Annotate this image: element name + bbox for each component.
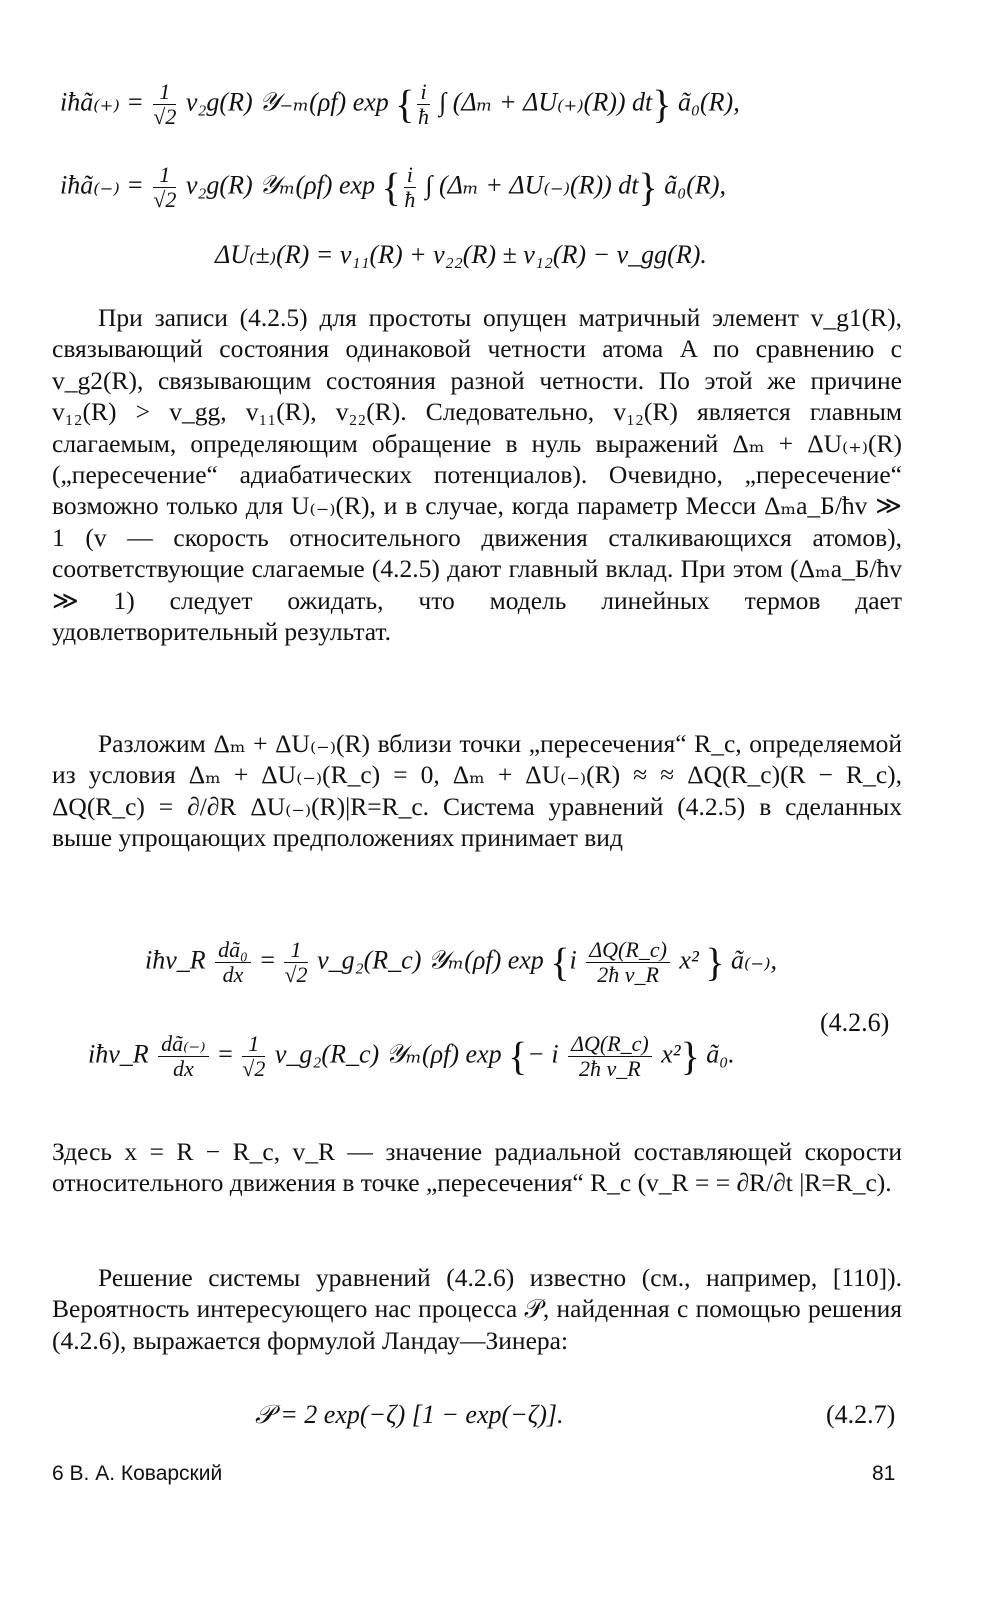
fraction: $\frac{i}{ħ}$: [404, 162, 416, 212]
paragraph-2: Разложим Δₘ + ΔU₍₋₎(R) вблизи точки „пересечения“ R_c, определяемой из условия Δₘ + ΔU₍₋₎(R_c) = 0, Δₘ + ΔU₍₋₎(R) ≈ ≈ ΔQ(R_c)(R − R_c), ΔQ(R_c) = ∂/∂R ΔU₍₋₎(R)|R=R_c. Система уравнений (4.2.5) в сделанных выше упрощающих предположениях принимает вид: [52, 729, 902, 853]
equation-a-plus: iħã₍₊₎ = $\frac{1}{√2}$ v₂g(R) 𝒴₋ₘ(ρf) exp { $\frac{i}{ħ}$ ∫ (Δₘ + ΔU₍₊₎(R)) dt} ã₀(R),: [60, 79, 740, 129]
page-number: 81: [872, 1462, 896, 1485]
fraction: $\frac{1}{√2}$: [153, 79, 177, 129]
fraction: $\frac{i}{ħ}$: [418, 79, 430, 129]
fraction: $\frac{\Delta Q(R\_c)}{\text{2ħ v\_R}}$: [586, 938, 670, 987]
derivative-fraction: $\frac{\text{dã₀}}{dx}$: [215, 938, 251, 987]
equation-number-4-2-6: (4.2.6): [820, 1008, 890, 1037]
footer-signature: 6 В. А. Коварский: [52, 1462, 223, 1485]
paragraph-3: Здесь x = R − R_c, v_R — значение радиальной составляющей скорости относительного движения в точке „пересечения“ R_c (v_R = = ∂R/∂t |R=R_c).: [52, 1137, 902, 1198]
fraction: $\frac{1}{√2}$: [242, 1031, 266, 1081]
derivative-fraction: $\frac{dã_{(-)}}{dx}$: [158, 1032, 208, 1081]
fraction: $\frac{1}{√2}$: [284, 937, 308, 987]
fraction: $\frac{1}{√2}$: [153, 162, 177, 212]
equation-delta-u: ΔU₍±₎(R) = v₁₁(R) + v₂₂(R) ± v₁₂(R) − v_gg(R).: [215, 240, 707, 269]
paragraph-1: При записи (4.2.5) для простоты опущен матричный элемент v_g1(R), связывающий состояния одинаковой четности атома A по сравнению с v_g2(R), связывающим состояния разной четности. По этой же причине v₁₂(R) > v_gg, v₁₁(R), v₂₂(R). Следовательно, v₁₂(R) является главным слагаемым, определяющим обращение в нуль выражений Δₘ + ΔU₍₊₎(R) („пересечение“ адиабатических потенциалов). Очевидно, „пересечение“ возможно только для U₍₋₎(R), и в случае, когда параметр Месси Δₘa_Б/ħv ≫ 1 (v — скорость относительного движения сталкивающихся атомов), соответствующие слагаемые (4.2.5) дают главный вклад. При этом (Δₘa_Б/ħv ≫ 1) следует ожидать, что модель линейных термов дает удовлетворительный результат.: [52, 303, 902, 647]
equation-4-2-6-second: iħv_R $\frac{dã_{(-)}}{dx}$ = $\frac{1}{√2}$ v_g₂(R_c) 𝒴ₘ(ρf) exp {− i $\frac{\Delta Q(R\_c)}{\text{2ħ v\_R}}$ x²} ã₀.: [88, 1031, 735, 1081]
paragraph-4: Решение системы уравнений (4.2.6) известно (см., например, [110]). Вероятность интересующего нас процесса 𝒫, найденная с помощью решения (4.2.6), выражается формулой Ландау—Зинера:: [52, 1263, 902, 1355]
equation-4-2-6-first: iħv_R $\frac{\text{dã₀}}{dx}$ = $\frac{1}{√2}$ v_g₂(R_c) 𝒴ₘ(ρf) exp {i $\frac{\Delta Q(R\_c)}{\text{2ħ v\_R}}$ x² } ã₍₋₎,: [145, 937, 777, 987]
fraction: $\frac{\Delta Q(R\_c)}{\text{2ħ v\_R}}$: [568, 1032, 652, 1081]
equation-a-minus: iħã₍₋₎ = $\frac{1}{√2}$ v₂g(R) 𝒴ₘ(ρf) exp { $\frac{i}{ħ}$ ∫ (Δₘ + ΔU₍₋₎(R)) dt} ã₀(R),: [60, 162, 726, 212]
equation-landau-zener: 𝒫 = 2 exp(−ζ) [1 − exp(−ζ)].: [255, 1400, 564, 1429]
equation-number-4-2-7: (4.2.7): [826, 1400, 896, 1429]
